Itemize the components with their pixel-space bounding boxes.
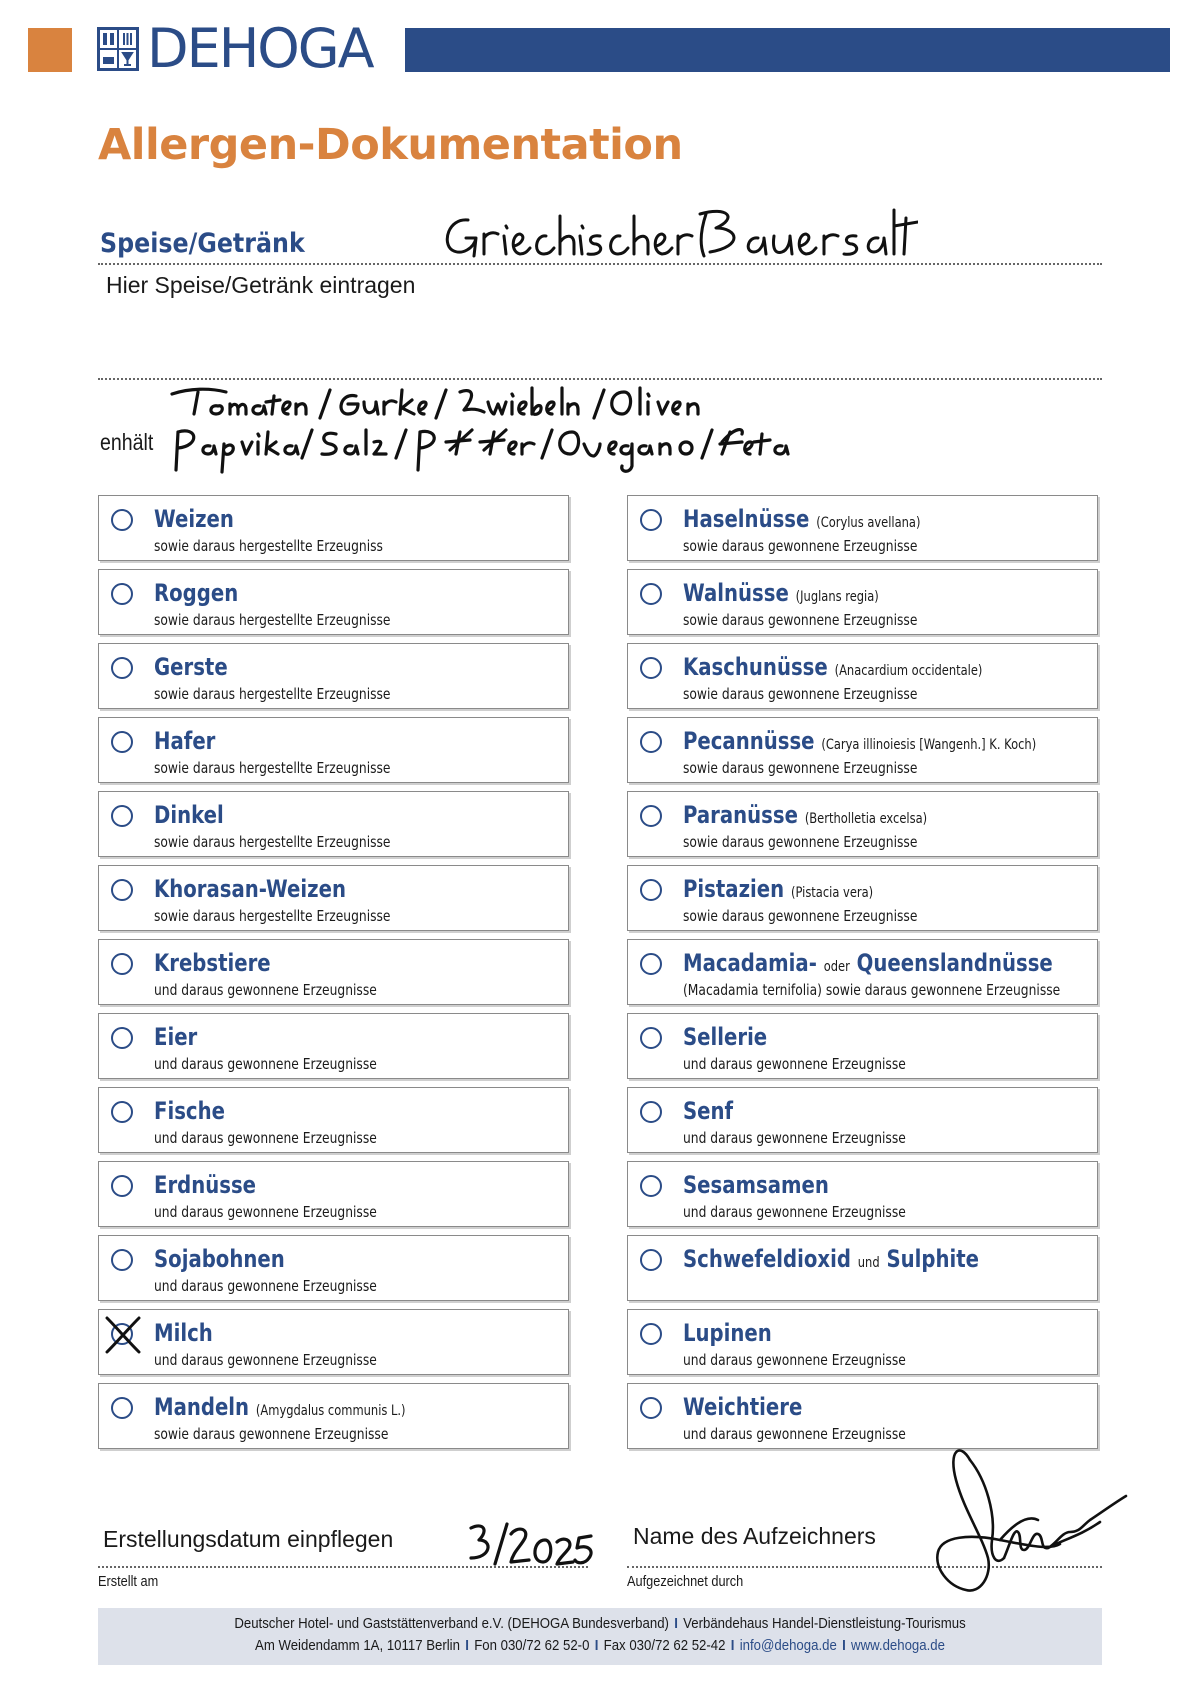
allergen-item[interactable] [98, 1235, 569, 1301]
allergen-item[interactable] [98, 791, 569, 857]
allergen-name-text: Sojabohnen [154, 1245, 285, 1273]
radio-circle-icon[interactable] [111, 1175, 133, 1197]
radio-circle-icon[interactable] [111, 953, 133, 975]
recorder-signature[interactable] [930, 1440, 1130, 1605]
allergen-latin-name: (Juglans regia) [795, 589, 879, 605]
allergen-name [154, 1392, 406, 1426]
allergen-item[interactable] [627, 939, 1098, 1005]
allergen-latin-name: (Amygdalus communis L.) [255, 1403, 406, 1419]
footer-fax: Fax 030/72 62 52-42 [603, 1637, 726, 1654]
radio-circle-icon[interactable] [640, 953, 662, 975]
allergen-name [683, 1392, 802, 1422]
recorder-name-label: Name des Aufzeichners [633, 1523, 876, 1549]
allergen-item[interactable] [98, 1161, 569, 1227]
allergen-name-text: Weizen [154, 505, 234, 533]
allergen-name [683, 1096, 733, 1126]
allergen-latin-name: (Anacardium occidentale) [834, 663, 983, 679]
recorder-caption: Aufgezeichnet durch [627, 1573, 744, 1590]
allergen-name-text: Pistazien [683, 875, 785, 903]
allergen-name [683, 1170, 829, 1200]
creation-date-underline [98, 1566, 588, 1568]
allergen-name-text: Fische [154, 1097, 225, 1125]
allergen-name [154, 1022, 197, 1052]
radio-circle-icon[interactable] [640, 1175, 662, 1197]
radio-circle-icon[interactable] [640, 657, 662, 679]
radio-circle-icon[interactable] [640, 805, 662, 827]
allergen-name-text: Hafer [154, 727, 216, 755]
allergen-item[interactable] [98, 1013, 569, 1079]
allergen-item[interactable] [98, 643, 569, 709]
allergen-name [154, 726, 215, 756]
allergen-item[interactable] [627, 865, 1098, 931]
radio-circle-icon[interactable] [111, 1397, 133, 1419]
allergen-latin-name: (Carya illinoiesis [Wangenh.] K. Koch) [821, 737, 1037, 753]
allergen-item[interactable] [627, 1013, 1098, 1079]
allergen-name-text: Pecannüsse [683, 727, 815, 755]
allergen-name [683, 1318, 772, 1348]
radio-circle-icon[interactable] [111, 731, 133, 753]
radio-circle-icon[interactable] [111, 1249, 133, 1271]
allergen-name-text: Sellerie [683, 1023, 768, 1051]
radio-circle-icon[interactable] [640, 1323, 662, 1345]
allergen-name [154, 1318, 213, 1348]
allergen-name-text: Haselnüsse [683, 505, 810, 533]
allergen-description: und daraus gewonnene Erzeugnisse [154, 1129, 377, 1147]
allergen-name-text: Khorasan-Weizen [154, 875, 346, 903]
allergen-description: sowie daraus gewonnene Erzeugnisse [683, 833, 918, 851]
radio-circle-icon[interactable] [111, 657, 133, 679]
allergen-item[interactable] [627, 569, 1098, 635]
allergen-name-text: Sulphite [886, 1245, 980, 1273]
radio-circle-icon[interactable] [111, 805, 133, 827]
allergen-name-text: Milch [154, 1319, 213, 1347]
creation-date-caption: Erstellt am [98, 1573, 159, 1590]
allergen-description: sowie daraus hergestellte Erzeugnisse [154, 685, 391, 703]
radio-circle-icon[interactable] [640, 879, 662, 901]
allergen-item[interactable] [98, 865, 569, 931]
allergen-description: sowie daraus hergestellte Erzeugnisse [154, 759, 391, 777]
dehoga-logo-icon [97, 27, 139, 71]
footer-house: Verbändehaus Handel-Dienstleistung-Tourismus [683, 1615, 966, 1632]
dish-hint: Hier Speise/Getränk eintragen [106, 272, 416, 298]
allergen-description: (Macadamia ternifolia) sowie daraus gewonnene Erzeugnisse [683, 981, 1061, 999]
radio-circle-icon[interactable] [640, 509, 662, 531]
footer-box [98, 1608, 1102, 1665]
ingredients-handwriting[interactable] [170, 380, 810, 485]
allergen-description: sowie daraus hergestellte Erzeugnisse [154, 907, 391, 925]
footer-email-link[interactable]: info@dehoga.de [739, 1637, 837, 1654]
footer-separator: I [842, 1637, 846, 1654]
allergen-name [154, 652, 228, 682]
allergen-name-text: Mandeln [154, 1393, 250, 1421]
footer-separator: I [674, 1615, 678, 1632]
footer-separator: I [465, 1637, 469, 1654]
allergen-description: sowie daraus gewonnene Erzeugnisse [154, 1425, 389, 1443]
allergen-name [683, 948, 1053, 982]
allergen-latin-name: oder [823, 959, 850, 975]
allergen-item[interactable] [98, 495, 569, 561]
allergen-description: und daraus gewonnene Erzeugnisse [154, 1277, 377, 1295]
radio-circle-icon[interactable] [640, 1027, 662, 1049]
footer-separator: I [730, 1637, 735, 1654]
allergen-item[interactable] [98, 939, 569, 1005]
allergen-item[interactable] [98, 1087, 569, 1153]
allergen-name-text: Walnüsse [683, 579, 789, 607]
footer-phone: Fon 030/72 62 52-0 [474, 1637, 590, 1654]
allergen-name [683, 874, 873, 908]
allergen-description: sowie daraus gewonnene Erzeugnisse [683, 685, 918, 703]
allergen-item[interactable] [98, 569, 569, 635]
creation-date-handwriting[interactable] [465, 1520, 595, 1570]
allergen-name-text: Eier [154, 1023, 198, 1051]
allergen-name [154, 578, 238, 608]
allergen-latin-name: (Bertholletia excelsa) [804, 811, 928, 827]
allergen-name-text: Dinkel [154, 801, 224, 829]
allergen-item[interactable] [98, 1383, 569, 1449]
allergen-item[interactable] [98, 717, 569, 783]
allergen-item[interactable] [627, 1235, 1098, 1301]
footer-web-link[interactable]: www.dehoga.de [851, 1637, 945, 1654]
allergen-name [683, 800, 927, 834]
allergen-name-text: Weichtiere [683, 1393, 803, 1421]
dish-label: Speise/Getränk [100, 228, 305, 259]
allergen-description: sowie daraus hergestellte Erzeugniss [154, 537, 383, 555]
radio-circle-icon[interactable] [640, 583, 662, 605]
radio-circle-icon[interactable] [640, 1101, 662, 1123]
page-title: Allergen-Dokumentation [98, 120, 683, 170]
radio-circle-icon[interactable] [111, 509, 133, 531]
allergen-description: sowie daraus hergestellte Erzeugnisse [154, 833, 391, 851]
allergen-description: und daraus gewonnene Erzeugnisse [683, 1055, 906, 1073]
footer-org: Deutscher Hotel- und Gaststättenverband e.V. (DEHOGA Bundesverband) [234, 1615, 669, 1632]
allergen-name [154, 948, 271, 978]
allergen-name [683, 1244, 979, 1278]
radio-circle-icon[interactable] [640, 1249, 662, 1271]
allergen-name-text: Roggen [154, 579, 239, 607]
allergen-name [154, 504, 234, 534]
contains-label: enhält [100, 429, 154, 455]
radio-circle-icon[interactable] [111, 583, 133, 605]
radio-circle-icon[interactable] [640, 731, 662, 753]
allergen-description: und daraus gewonnene Erzeugnisse [154, 1351, 377, 1369]
allergen-latin-name: (Corylus avellana) [816, 515, 921, 531]
allergen-item[interactable] [98, 1309, 569, 1375]
allergen-name [154, 1096, 225, 1126]
allergen-name [683, 726, 1036, 760]
allergen-name-text: Krebstiere [154, 949, 271, 977]
dish-handwriting[interactable] [438, 198, 918, 273]
allergen-item[interactable] [627, 643, 1098, 709]
allergen-description: und daraus gewonnene Erzeugnisse [683, 1129, 906, 1147]
allergen-item[interactable] [627, 495, 1098, 561]
allergen-description: und daraus gewonnene Erzeugnisse [683, 1203, 906, 1221]
allergen-name [154, 800, 224, 830]
brand-accent-square [28, 28, 72, 72]
dish-underline [98, 263, 1102, 265]
allergen-name [683, 1022, 767, 1052]
allergen-name [683, 652, 982, 686]
allergen-item[interactable] [627, 717, 1098, 783]
allergen-description: sowie daraus gewonnene Erzeugnisse [683, 537, 918, 555]
allergen-item[interactable] [627, 1309, 1098, 1375]
allergen-description: und daraus gewonnene Erzeugnisse [154, 981, 377, 999]
allergen-name-text: Erdnüsse [154, 1171, 257, 1199]
allergen-latin-name: (Pistacia vera) [790, 885, 874, 901]
allergen-description: sowie daraus gewonnene Erzeugnisse [683, 759, 918, 777]
allergen-latin-name: und [857, 1255, 880, 1271]
checkmark-cross-icon [103, 1314, 143, 1354]
allergen-name-text: Paranüsse [683, 801, 798, 829]
allergen-item[interactable] [627, 1087, 1098, 1153]
radio-circle-icon[interactable] [111, 1101, 133, 1123]
allergen-item[interactable] [627, 1161, 1098, 1227]
allergen-name-text: Queenslandnüsse [856, 949, 1053, 977]
footer-separator: I [594, 1637, 599, 1654]
allergen-name-text: Sesamsamen [683, 1171, 829, 1199]
allergen-name [154, 874, 346, 904]
allergen-description: und daraus gewonnene Erzeugnisse [683, 1351, 906, 1369]
footer-line-2 [158, 1635, 1042, 1657]
allergen-name-text: Schwefeldioxid [683, 1245, 851, 1273]
radio-circle-icon[interactable] [640, 1397, 662, 1419]
allergen-description: sowie daraus hergestellte Erzeugnisse [154, 611, 391, 629]
allergen-name-text: Gerste [154, 653, 228, 681]
allergen-name [683, 578, 879, 612]
footer-line-1 [158, 1613, 1042, 1635]
allergen-name-text: Kaschunüsse [683, 653, 828, 681]
allergen-name-text: Lupinen [683, 1319, 772, 1347]
allergen-description: und daraus gewonnene Erzeugnisse [154, 1055, 377, 1073]
allergen-description: und daraus gewonnene Erzeugnisse [683, 1425, 906, 1443]
brand-name: DEHOGA [147, 17, 373, 80]
header-bar [405, 28, 1170, 72]
allergen-name-text: Senf [683, 1097, 734, 1125]
radio-circle-icon[interactable] [111, 879, 133, 901]
allergen-name [683, 504, 920, 538]
allergen-item[interactable] [627, 791, 1098, 857]
allergen-name [154, 1170, 256, 1200]
allergen-description: und daraus gewonnene Erzeugnisse [154, 1203, 377, 1221]
allergen-name-text: Macadamia- [683, 949, 817, 977]
allergen-name [154, 1244, 285, 1274]
radio-circle-icon[interactable] [111, 1027, 133, 1049]
creation-date-label: Erstellungsdatum einpflegen [103, 1526, 394, 1552]
allergen-description: sowie daraus gewonnene Erzeugnisse [683, 611, 918, 629]
allergen-description: sowie daraus gewonnene Erzeugnisse [683, 907, 918, 925]
footer-address: Am Weidendamm 1A, 10117 Berlin [255, 1637, 460, 1654]
